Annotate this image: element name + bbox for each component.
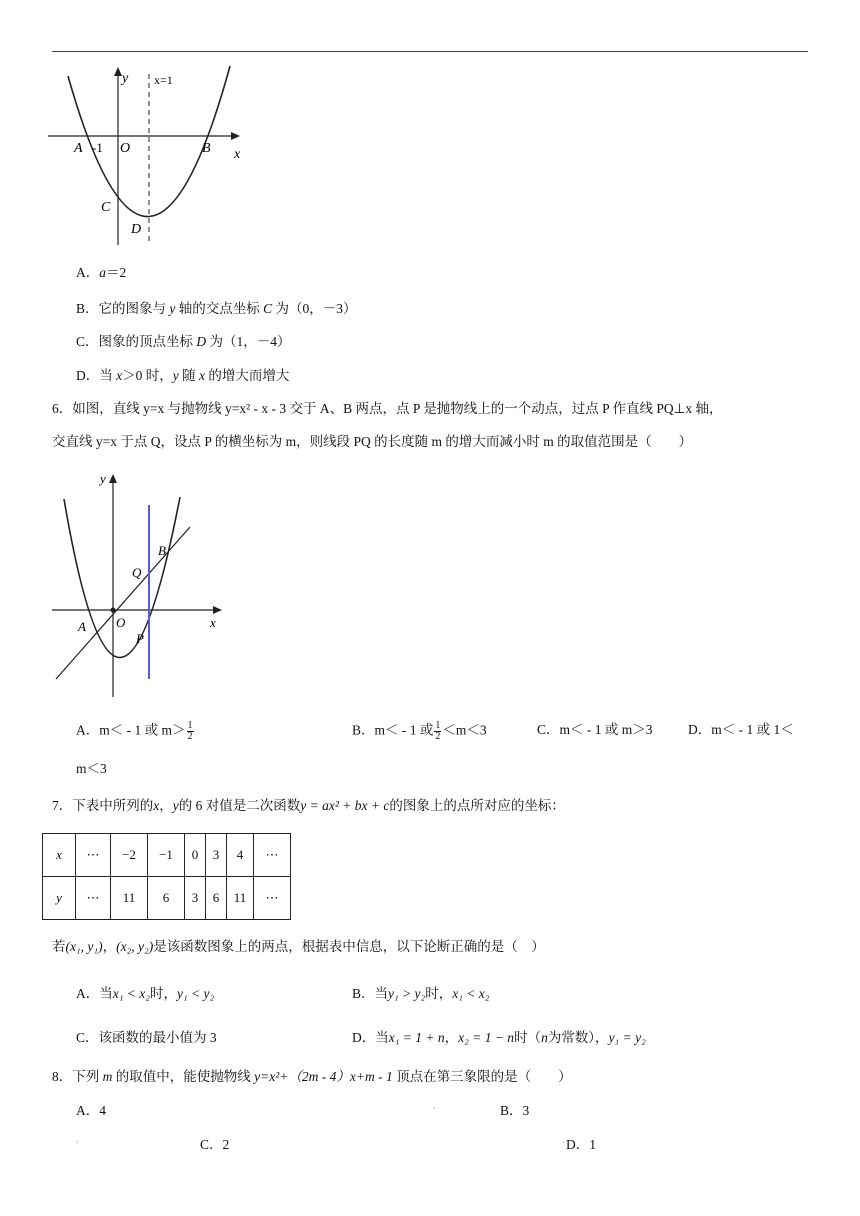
q7-stem-2: ， [159,798,173,813]
q5-point-b: B [202,141,211,156]
q6-opt-a-text: A．m＜ - 1 或 m＞ [76,722,186,738]
q5-opt-b-3: 为（0，－3） [272,301,357,316]
q5-x-label: x [234,147,241,162]
q7-stem [52,797,565,815]
q5-parabola-graph [48,62,248,247]
q7-option-a [76,985,214,1003]
q7-stem-3: 的 6 对值是二次函数 [178,798,301,813]
q6-point-q: Q [132,565,142,580]
q7-opt-a-2: 时， [149,986,177,1001]
q7-value-table [42,833,291,920]
q7-opt-d-n: n [541,1030,548,1045]
q7-cell: ⋯ [254,877,291,920]
q7-cell: 0 [185,834,206,877]
q6-option-a [76,721,195,742]
q8-option-a: A．4 [76,1103,106,1118]
q7-opt-d-4: 为常数）， [547,1030,609,1045]
q5-opt-d-1: D．当 [76,368,117,383]
q5-opt-d-var: x [116,368,123,383]
q8-stem-m: m [102,1069,113,1084]
q5-point-c: C [101,200,111,215]
q7-cell: −2 [111,834,148,877]
q7-opt-d-1: D．当 [352,1030,389,1045]
q7-cond-p2: (x₂, y₂) [116,939,154,954]
q5-point-d: D [131,222,142,237]
q6-x-arrow [213,606,222,614]
q6-stem-line-1: 6．如图，直线 y=x 与抛物线 y=x² - x - 3 交于 A、B 两点，点 P 是抛物线上的一个动点，过点 P 作直线 PQ⊥x 轴， [52,401,723,416]
q6-y-arrow [109,474,117,483]
q7-opt-d-3: 时（ [514,1030,542,1045]
q8-tab-mark: ' [433,1106,436,1115]
q7-opt-b-1: B．当 [352,986,389,1001]
q7-cell: ⋯ [76,877,111,920]
q7-row-y [43,877,291,920]
q6-opt-a-num: 1 [187,720,193,731]
q7-opt-d-m1: x₁ = 1 + n [388,1030,445,1045]
q8-tab-mark: ' [562,1140,565,1149]
q5-x-arrow [231,132,240,140]
q8-stem [52,1068,572,1086]
q6-opt-b-1: B．m＜ - 1 或 [352,722,434,738]
q7-option-c: C．该函数的最小值为 3 [76,1030,217,1045]
q5-y-label: y [122,71,129,86]
q7-cond-3: 是该函数图象上的两点，根据表中信息，以下论断正确的是（ ） [153,939,545,954]
q7-option-d [352,1029,646,1047]
q7-option-b [352,985,489,1003]
q5-opt-a-prefix: A． [76,265,100,280]
q5-opt-c-var: D [196,334,207,349]
q7-opt-b-2: 时， [425,986,453,1001]
q6-opt-a-den: 2 [187,731,193,742]
q7-cell: x [43,834,76,877]
q8-stem-formula: y=x²+（2m - 4）x+m - 1 [254,1069,393,1084]
q7-stem-formula: y = ax² + bx + c [300,798,390,813]
q5-option-a [76,264,126,282]
q8-option-d: D．1 [566,1137,596,1152]
q6-option-c: C．m＜ - 1 或 m＞3 [537,722,653,737]
q7-opt-d-2: ， [444,1030,459,1045]
q7-stem-y: y [172,798,179,813]
q6-y-label: y [100,471,106,486]
q7-cell: 4 [227,834,254,877]
q7-cell: 3 [206,834,227,877]
q8-option-c: C．2 [200,1137,230,1152]
q8-stem-2: 的取值中，能使抛物线 [112,1069,255,1084]
q7-cond-2: ， [102,939,117,954]
q5-opt-a-rest: ＝2 [106,265,127,280]
q5-opt-c-1: C．图象的顶点坐标 [76,334,197,349]
q5-opt-d-4: 的增大而增大 [205,368,290,383]
q5-opt-b-2: 轴的交点坐标 [175,301,264,316]
q7-cond-1: 若 [52,939,66,954]
q7-opt-d-m3: y₁ = y₂ [608,1030,646,1045]
q7-cell: 6 [148,877,185,920]
q7-cell: 6 [206,877,227,920]
q7-opt-a-m1: x₁ < x₂ [112,986,150,1001]
q6-point-a: A [78,619,86,634]
q5-opt-b-var: y [169,301,176,316]
q7-cell: 3 [185,877,206,920]
q5-opt-d-var2: y [172,368,179,383]
q7-stem-4: 的图象上的点所对应的坐标： [389,798,565,813]
q6-x-label: x [210,615,216,630]
q5-opt-b-var2: C [263,301,273,316]
q5-y-arrow [114,67,122,76]
q6-opt-b-den: 2 [435,731,441,742]
q7-opt-a-1: A．当 [76,986,113,1001]
q7-opt-a-m2: y₁ < y₂ [176,986,215,1001]
q6-opt-b-2: ＜m＜3 [442,722,487,738]
q6-point-p: P [136,631,144,646]
q5-vline-label: x=1 [154,73,173,87]
q5-opt-b-1: B．它的图象与 [76,301,170,316]
q7-condition [52,938,545,956]
q5-minus-one: -1 [92,140,103,155]
q8-stem-1: 8．下列 [52,1069,103,1084]
q7-cell: 11 [227,877,254,920]
q7-cell: 11 [111,877,148,920]
q5-opt-a-var: a [99,265,106,280]
q5-point-a: A [74,141,83,156]
q6-option-d-cont: m＜3 [76,761,107,776]
q6-stem-line-2: 交直线 y=x 于点 Q，设点 P 的横坐标为 m，则线段 PQ 的长度随 m 的增大而减小时 m 的取值范围是（ ） [52,434,693,449]
q7-opt-d-m2: x₂ = 1 − n [458,1030,515,1045]
q5-option-b [76,300,357,318]
q7-stem-1: 7．下表中所列的 [52,798,154,813]
q6-origin-dot [111,608,116,613]
q6-origin-label: O [116,615,126,630]
q6-line-y-equals-x [56,527,190,679]
q7-cell: −1 [148,834,185,877]
q5-opt-c-2: 为（1，－4） [206,334,291,349]
q5-option-d [76,367,289,385]
q6-option-d: D．m＜ - 1 或 1＜ [688,722,794,737]
top-rule [52,51,808,52]
q7-opt-b-m1: y₁ > y₂ [388,986,426,1001]
q7-cell: y [43,877,76,920]
q7-stem-x: x [153,798,160,813]
q6-graph [48,467,228,699]
q7-opt-b-m2: x₁ < x₂ [452,986,490,1001]
q6-opt-b-num: 1 [435,720,441,731]
q5-opt-d-3: 随 [178,368,199,383]
q7-cell: ⋯ [254,834,291,877]
q5-option-c [76,333,291,351]
q7-cell: ⋯ [76,834,111,877]
q7-cond-p1: (x₁, y₁) [65,939,103,954]
q7-row-x [43,834,291,877]
q6-opt-a-fraction [187,721,194,742]
q6-point-b: B [158,543,166,558]
q6-option-b [352,721,487,742]
q8-option-b: B．3 [500,1103,530,1118]
q5-opt-d-var3: x [199,368,205,383]
q8-tab-mark: ' [76,1140,79,1149]
q5-origin: O [120,141,131,156]
q5-opt-d-2: ＞0 时， [122,368,173,383]
q6-opt-b-fraction [434,721,441,742]
q8-stem-3: 顶点在第三象限的是（ ） [392,1069,572,1084]
